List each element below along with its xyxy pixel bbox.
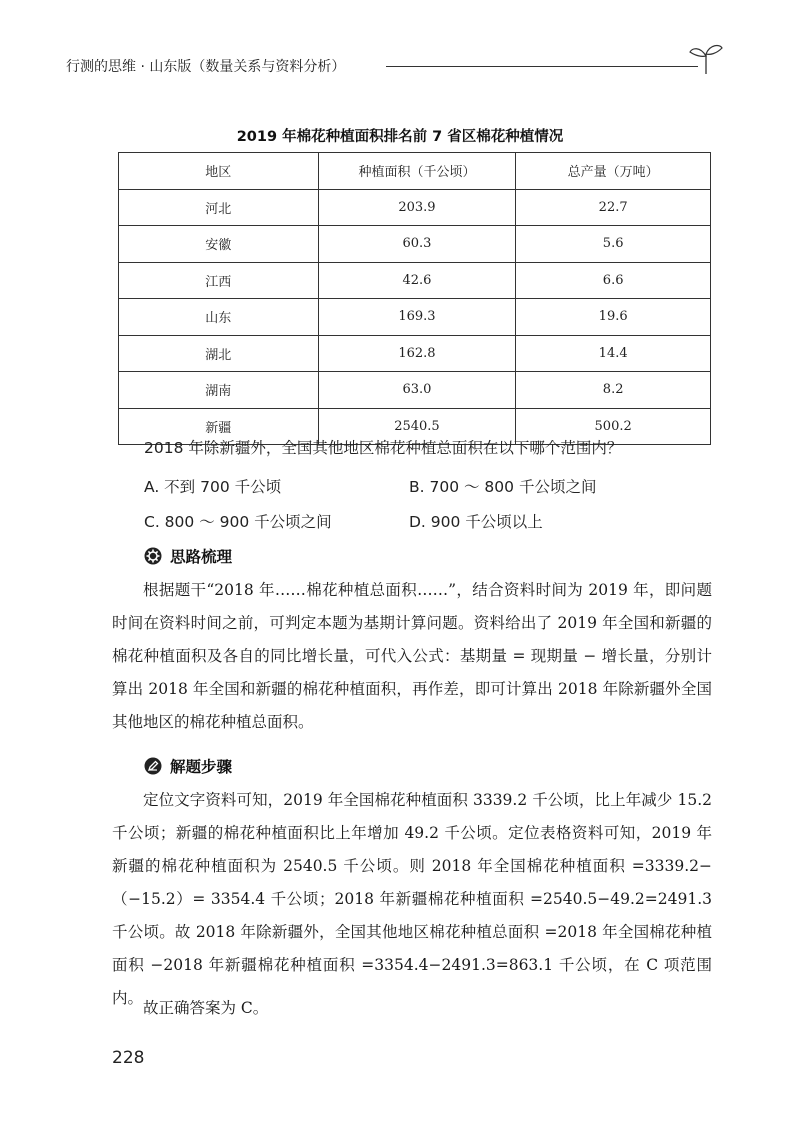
cell-output: 8.2 (516, 372, 711, 409)
header-region: 地区 (119, 153, 319, 190)
table-row (119, 372, 711, 409)
table-row (119, 299, 711, 336)
table-header-row (119, 153, 711, 190)
cell-output: 6.6 (516, 262, 711, 299)
solution-paragraph (112, 784, 712, 1015)
option-b: B. 700 ～ 800 千公顷之间 (409, 478, 597, 496)
header-rule (386, 66, 698, 67)
cell-region: 江西 (119, 262, 319, 299)
cotton-table (118, 152, 711, 445)
cell-area: 63.0 (318, 372, 516, 409)
option-a: A. 不到 700 千公顷 (144, 478, 282, 496)
cell-region: 安徽 (119, 226, 319, 263)
cell-area: 2540.5 (318, 408, 516, 445)
pencil-icon (144, 757, 162, 775)
cell-output: 500.2 (516, 408, 711, 445)
analysis-heading (144, 545, 232, 567)
solution-text: 定位文字资料可知，2019 年全国棉花种植面积 3339.2 千公顷，比上年减少 15.2 千公顷；新疆的棉花种植面积比上年增加 49.2 千公顷。定位表格资料可知，2019 年新疆的棉花种植面积为 2540.5 千公顷。则 2018 年全国棉花种植面积 =3339.2−（−15.2）= 3354.4 千公顷；2018 年新疆棉花种植面积 =2540.5−49.2=2491.3 千公顷。故 2018 年除新疆外，全国其他地区棉花种植总面积 =2018 年全国棉花种植面积 −2018 年新疆棉花种植面积 =3354.4−2491.3=863.1 千公顷，在 C 项范围内。 (112, 791, 712, 1007)
cell-region: 湖北 (119, 335, 319, 372)
option-d: D. 900 千公顷以上 (409, 513, 543, 531)
running-header (66, 52, 726, 82)
sprout-icon (686, 38, 726, 78)
cell-region: 湖南 (119, 372, 319, 409)
table-title: 2019 年棉花种植面积排名前 7 省区棉花种植情况 (236, 129, 564, 145)
option-c: C. 800 ～ 900 千公顷之间 (144, 513, 332, 531)
cell-area: 42.6 (318, 262, 516, 299)
cell-output: 5.6 (516, 226, 711, 263)
header-output: 总产量（万吨） (516, 153, 711, 190)
header-title: 行测的思维 · 山东版（数量关系与资料分析） (66, 59, 346, 75)
gear-icon (144, 547, 162, 565)
table-row (119, 189, 711, 226)
question-text: 2018 年除新疆外，全国其他地区棉花种植总面积在以下哪个范围内？ (144, 439, 623, 457)
solution-heading-label: 解题步骤 (170, 758, 233, 776)
final-answer: 故正确答案为 C。 (143, 999, 269, 1017)
cell-area: 203.9 (318, 189, 516, 226)
analysis-paragraph (112, 574, 712, 739)
header-area: 种植面积（千公顷） (318, 153, 516, 190)
cell-area: 162.8 (318, 335, 516, 372)
table-row (119, 335, 711, 372)
cell-output: 14.4 (516, 335, 711, 372)
table-row (119, 226, 711, 263)
cell-output: 19.6 (516, 299, 711, 336)
solution-heading (144, 755, 232, 777)
cell-region: 河北 (119, 189, 319, 226)
cell-region: 山东 (119, 299, 319, 336)
page-number: 228 (112, 1048, 145, 1068)
cell-output: 22.7 (516, 189, 711, 226)
analysis-text: 根据题干“2018 年……棉花种植总面积……”，结合资料时间为 2019 年，即问题时间在资料时间之前，可判定本题为基期计算问题。资料给出了 2019 年全国和新疆的棉花种植面积及各自的同比增长量，可代入公式：基期量 = 现期量 − 增长量，分别计算出 2018 年全国和新疆的棉花种植面积，再作差，即可计算出 2018 年除新疆外全国其他地区的棉花种植总面积。 (112, 581, 712, 731)
analysis-heading-label: 思路梳理 (170, 548, 233, 566)
cell-area: 60.3 (318, 226, 516, 263)
cell-region: 新疆 (119, 408, 319, 445)
table-row (119, 262, 711, 299)
cell-area: 169.3 (318, 299, 516, 336)
